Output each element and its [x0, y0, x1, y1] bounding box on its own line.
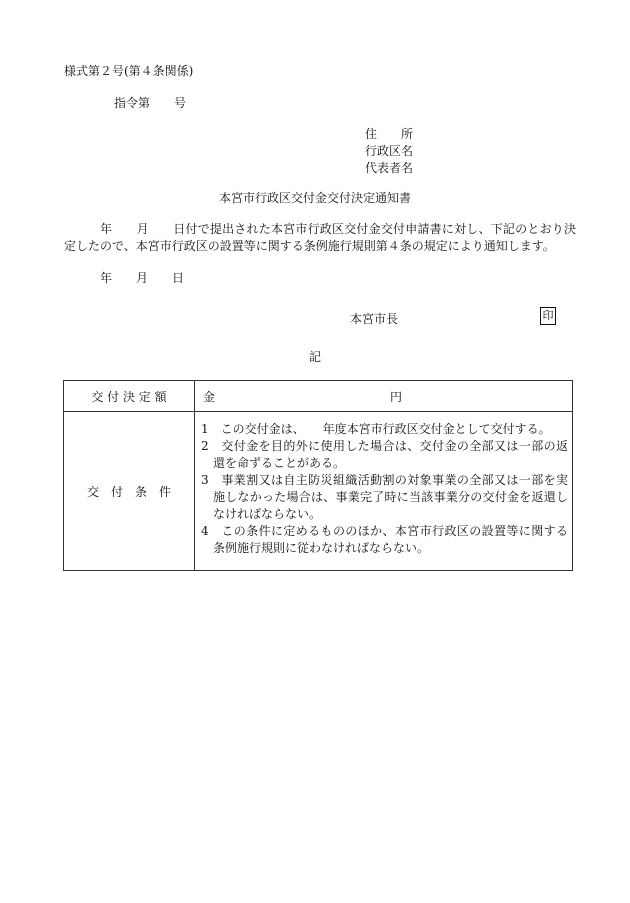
condition-item: 1 この交付金は、 年度本宮市行政区交付金として交付する。 [201, 422, 551, 436]
address-label: 住 所 [365, 127, 414, 141]
table-row [64, 381, 573, 412]
issue-date: 年 月 日 [100, 271, 185, 285]
seal-stamp: 印 [540, 307, 556, 325]
ki-heading: 記 [308, 350, 321, 364]
conditions-label: 交 付 条 件 [86, 484, 171, 499]
condition-item: 3 事業割又は自主防災組織活動割の対象事業の全部又は一部を実施しなかった場合は、事業完了時に当該事業分の交付金を返還しなければならない。 [201, 473, 568, 521]
form-label: 様式第２号(第４条関係) [64, 64, 194, 78]
conditions-cell [195, 412, 573, 571]
recipient-address-block [365, 126, 413, 177]
conditions-label-cell [64, 412, 195, 571]
amount-unit: 円 [389, 389, 402, 404]
condition-item: 4 この条件に定めるもののほか、本宮市行政区の設置等に関する条例施行規則に従わなければならない。 [201, 524, 568, 555]
amount-prefix: 金 [203, 389, 216, 404]
table-row [64, 412, 573, 571]
amount-label: 交 付 決 定 額 [91, 389, 167, 404]
representative-name-label: 代表者名 [365, 161, 414, 175]
amount-value-cell [195, 381, 573, 412]
decision-table [63, 380, 573, 571]
body-paragraph: 年 月 日付で提出された本宮市行政区交付金交付申請書に対し、下記のとおり決定したので、本宮市行政区の設置等に関する条例施行規則第４条の規定により通知します。 [64, 222, 576, 253]
district-name-label: 行政区名 [365, 144, 414, 158]
body-paragraph-block [64, 221, 576, 255]
instruction-number: 指令第 号 [114, 96, 187, 110]
document-title: 本宮市行政区交付金交付決定通知書 [218, 191, 411, 205]
amount-label-cell [64, 381, 195, 412]
condition-item: 2 交付金を目的外に使用した場合は、交付金の全部又は一部の返還を命ずることがある。 [201, 439, 568, 470]
mayor-signature: 本宮市長 [350, 312, 399, 326]
